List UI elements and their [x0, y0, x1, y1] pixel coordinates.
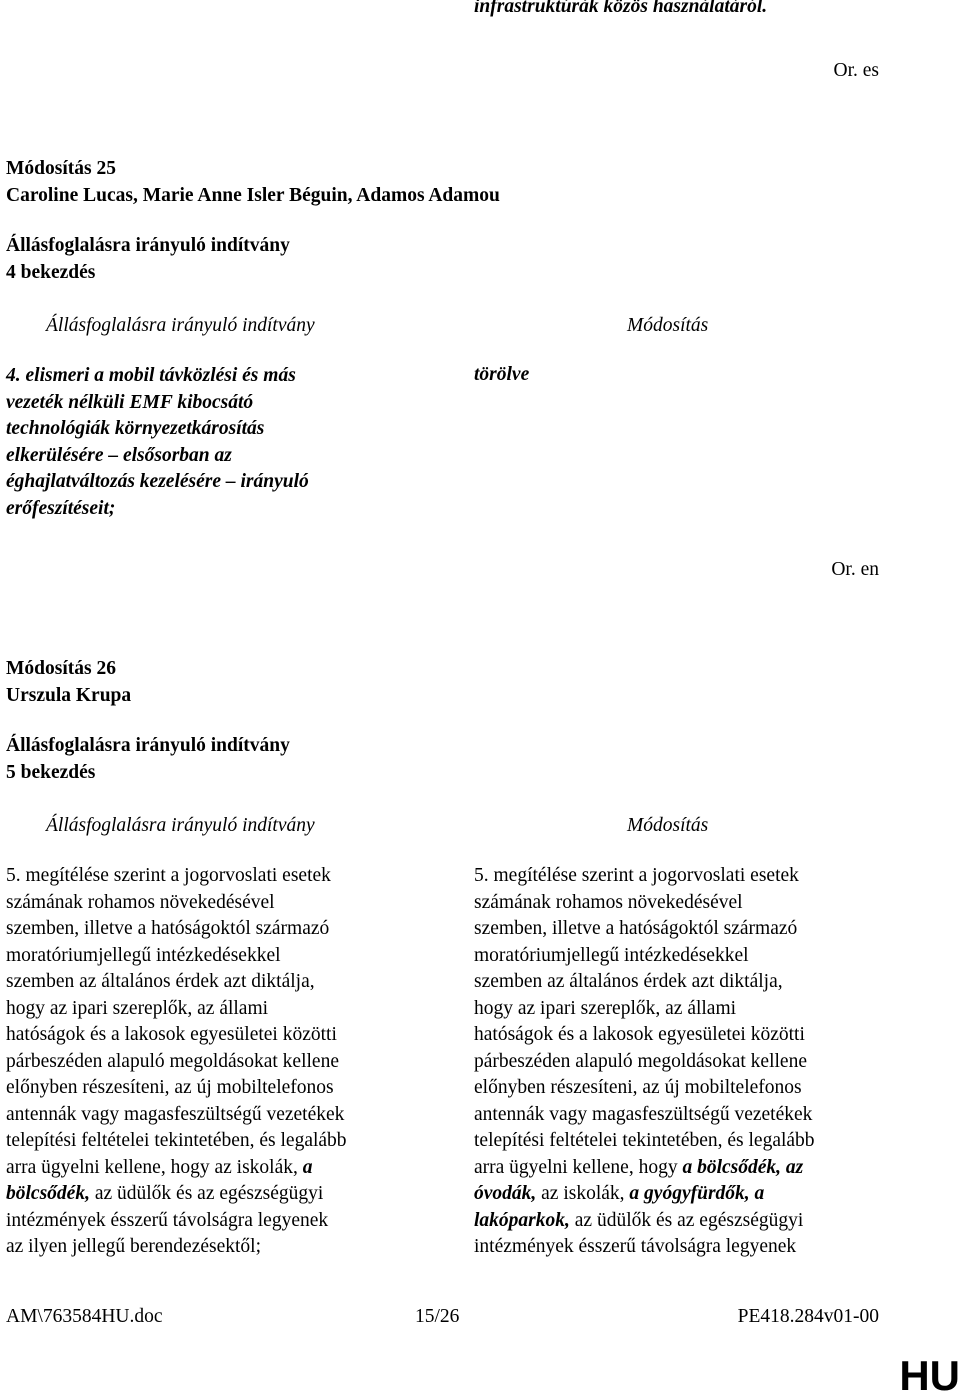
- amendment-26-original-text: [6, 863, 347, 1261]
- text-run: az üdülők és az egészségügyi: [89, 1183, 324, 1204]
- text-run: arra ügyelni kellene, hogy az iskolák,: [6, 1156, 303, 1178]
- changed-text-run: bölcsődék,: [6, 1183, 90, 1204]
- text-line: [6, 916, 347, 943]
- text-line: [6, 863, 347, 890]
- text-line: [474, 916, 815, 943]
- text-line: [6, 1155, 347, 1182]
- text-line: [474, 1022, 815, 1049]
- text-line: [474, 1155, 815, 1182]
- text-run: az ilyen jellegű berendezésektől;: [6, 1236, 262, 1257]
- text-run: moratóriumjellegű intézkedésekkel: [474, 944, 749, 966]
- text-line: [474, 1102, 815, 1129]
- amendment-25-target: Állásfoglalásra irányuló indítvány: [6, 235, 290, 256]
- text-line: erőfeszítéseit;: [6, 497, 116, 519]
- text-line: [474, 890, 815, 917]
- text-line: [474, 969, 815, 996]
- text-run: hogy az ipari szereplők, az állami: [474, 997, 737, 1019]
- amendment-26-paragraph: 5 bekezdés: [6, 762, 96, 783]
- text-line: [474, 863, 815, 890]
- text-line: [474, 943, 815, 970]
- text-run: antennák vagy magasfeszültségű vezetékek: [6, 1103, 345, 1125]
- text-run: intézmények ésszerű távolságra legyenek: [474, 1236, 797, 1257]
- text-run: telepítési feltételei tekintetében, és legalább: [474, 1130, 815, 1151]
- text-line: [474, 1049, 815, 1076]
- continued-text-fragment: infrastruktúrák közös használatáról.: [474, 0, 768, 17]
- footer-pe-reference: PE418.284v01-00: [737, 1306, 879, 1327]
- text-line: 4. elismeri a mobil távközlési és más: [6, 365, 296, 386]
- text-run: párbeszéden alapuló megoldásokat kellene: [474, 1050, 807, 1072]
- amendment-25-paragraph: 4 bekezdés: [6, 262, 96, 283]
- text-run: szemben az általános érdek azt diktálja,: [474, 971, 783, 992]
- amendment-25-right-column-header: Módosítás: [627, 315, 709, 336]
- text-line: elkerülésére – elsősorban az: [6, 444, 232, 466]
- text-line: [6, 1181, 347, 1208]
- amendment-26-authors: Urszula Krupa: [6, 685, 132, 706]
- text-run: moratóriumjellegű intézkedésekkel: [6, 944, 281, 966]
- changed-text-run: lakóparkok,: [474, 1209, 570, 1231]
- text-line: [474, 1075, 815, 1102]
- text-run: számának rohamos növekedésével: [6, 891, 275, 913]
- amendment-26-amended-text: [474, 863, 815, 1261]
- text-line: [6, 996, 347, 1023]
- text-line: [474, 1234, 815, 1261]
- amendment-26-right-column-header: Módosítás: [627, 815, 709, 836]
- text-run: telepítési feltételei tekintetében, és legalább: [6, 1130, 347, 1151]
- text-line: [6, 969, 347, 996]
- language-code: HU: [899, 1352, 960, 1399]
- text-line: éghajlatváltozás kezelésére – irányuló: [6, 471, 309, 492]
- text-run: előnyben részesíteni, az új mobiltelefonos: [6, 1077, 334, 1098]
- text-line: [6, 890, 347, 917]
- amendment-25-left-column-header: Állásfoglalásra irányuló indítvány: [46, 315, 315, 336]
- original-language-es: Or. es: [833, 60, 879, 81]
- text-line: technológiák környezetkárosítás: [6, 418, 265, 439]
- text-run: az üdülők és az egészségügyi: [569, 1209, 804, 1231]
- amendment-26-target: Állásfoglalásra irányuló indítvány: [6, 735, 290, 756]
- original-language-en: Or. en: [831, 559, 879, 580]
- text-line: vezeték nélküli EMF kibocsátó: [6, 391, 254, 413]
- amendment-25-title: Módosítás 25: [6, 158, 116, 179]
- text-run: hatóságok és a lakosok egyesületei közötti: [6, 1024, 337, 1045]
- amendment-26-left-column-header: Állásfoglalásra irányuló indítvány: [46, 815, 315, 836]
- text-line: [6, 1208, 347, 1235]
- footer-document-reference: AM\763584HU.doc: [6, 1306, 163, 1327]
- text-line: [6, 943, 347, 970]
- text-run: számának rohamos növekedésével: [474, 891, 743, 913]
- amendment-25-deleted-text: törölve: [474, 364, 530, 385]
- text-run: 5. megítélése szerint a jogorvoslati esetek: [6, 865, 331, 886]
- text-line: [6, 1022, 347, 1049]
- text-line: [6, 1075, 347, 1102]
- footer-page-number: 15/26: [415, 1306, 460, 1327]
- text-run: szemben az általános érdek azt diktálja,: [6, 971, 315, 992]
- text-run: antennák vagy magasfeszültségű vezetékek: [474, 1103, 813, 1125]
- text-line: [474, 996, 815, 1023]
- text-run: arra ügyelni kellene, hogy: [474, 1156, 683, 1178]
- text-run: hogy az ipari szereplők, az állami: [6, 997, 269, 1019]
- text-run: szemben, illetve a hatóságoktól származó: [6, 918, 330, 939]
- text-line: [474, 1181, 815, 1208]
- changed-text-run: a bölcsődék, az: [682, 1156, 804, 1178]
- changed-text-run: a: [302, 1156, 313, 1178]
- changed-text-run: óvodák,: [474, 1183, 537, 1204]
- text-line: [6, 1234, 347, 1261]
- text-line: [474, 1208, 815, 1235]
- text-line: [6, 1102, 347, 1129]
- amendment-26-title: Módosítás 26: [6, 658, 116, 679]
- changed-text-run: a gyógyfürdők, a: [629, 1183, 765, 1204]
- text-run: párbeszéden alapuló megoldásokat kellene: [6, 1050, 339, 1072]
- text-line: [474, 1128, 815, 1155]
- text-run: intézmények ésszerű távolságra legyenek: [6, 1209, 329, 1231]
- text-run: előnyben részesíteni, az új mobiltelefonos: [474, 1077, 802, 1098]
- text-line: [6, 1049, 347, 1076]
- text-run: 5. megítélése szerint a jogorvoslati esetek: [474, 865, 799, 886]
- text-run: hatóságok és a lakosok egyesületei közötti: [474, 1024, 805, 1045]
- text-run: az iskolák,: [536, 1183, 630, 1204]
- amendment-25-original-text: [6, 363, 309, 522]
- text-run: szemben, illetve a hatóságoktól származó: [474, 918, 798, 939]
- text-line: [6, 1128, 347, 1155]
- amendment-25-authors: Caroline Lucas, Marie Anne Isler Béguin, Adamos Adamou: [6, 185, 500, 206]
